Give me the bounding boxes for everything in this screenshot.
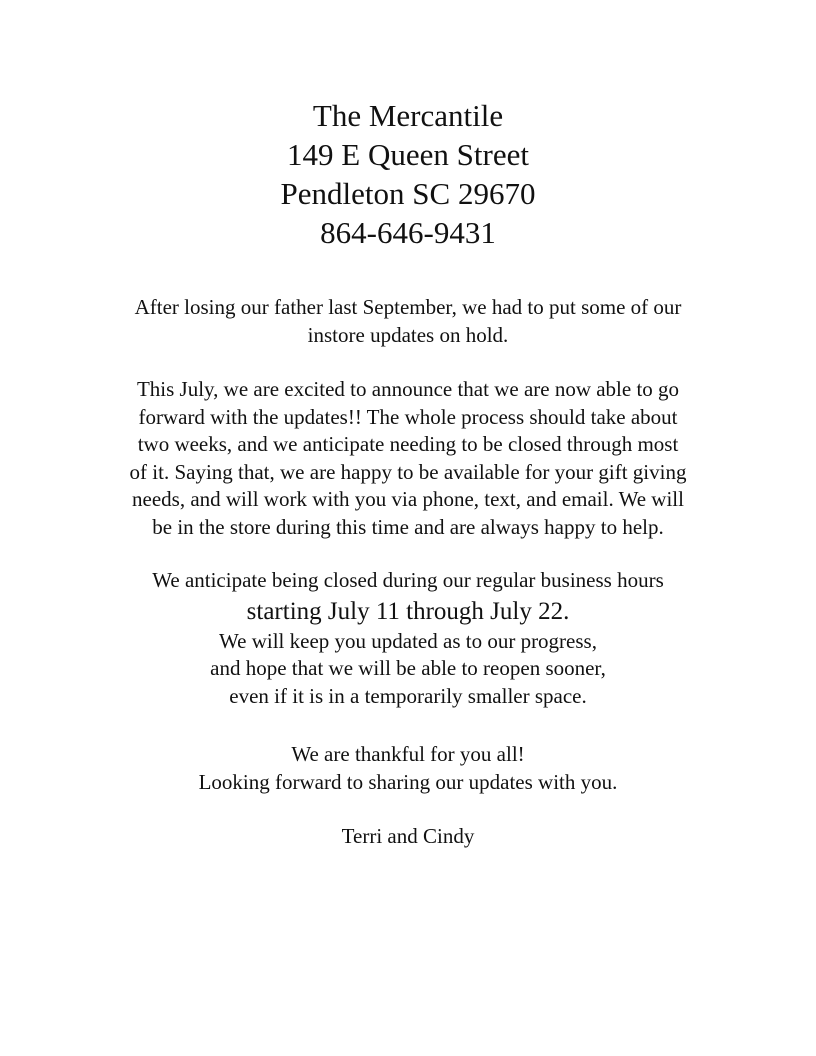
- signature: [60, 823, 756, 851]
- paragraph-closure: [60, 567, 756, 710]
- store-header: [0, 96, 816, 252]
- text-line: forward with the updates!! The whole process should take about: [138, 404, 678, 429]
- paragraph-updates: [60, 376, 756, 541]
- text-line: We will keep you updated as to our progress,: [219, 628, 597, 653]
- text-line: and hope that we will be able to reopen sooner,: [210, 656, 606, 680]
- paragraph-thanks: [60, 741, 756, 796]
- text-line: needs, and will work with you via phone, text, and email. We will: [132, 487, 684, 511]
- text-line: This July, we are excited to announce that we are now able to go: [136, 377, 680, 401]
- text-line: two weeks, and we anticipate needing to be closed through most: [137, 432, 679, 456]
- store-city: Pendleton SC 29670: [280, 176, 536, 211]
- store-name: The Mercantile: [312, 98, 504, 133]
- text-line: After losing our father last September, we had to put some of our: [134, 295, 682, 319]
- text-line: instore updates on hold.: [307, 322, 509, 347]
- text-line: We are thankful for you all!: [291, 742, 525, 766]
- closure-dates: starting July 11 through July 22.: [246, 597, 570, 625]
- paragraph-loss: [60, 294, 756, 349]
- closure-intro: We anticipate being closed during our regular business hours: [152, 568, 664, 592]
- text-line: be in the store during this time and are always happy to help.: [152, 514, 664, 539]
- text-line: of it. Saying that, we are happy to be available for your gift giving: [129, 459, 687, 484]
- store-street: 149 E Queen Street: [287, 137, 529, 172]
- store-phone: 864-646-9431: [320, 215, 496, 250]
- signature-text: Terri and Cindy: [341, 824, 475, 848]
- text-line: even if it is in a temporarily smaller space.: [229, 683, 587, 708]
- text-line: Looking forward to sharing our updates with you.: [198, 769, 618, 794]
